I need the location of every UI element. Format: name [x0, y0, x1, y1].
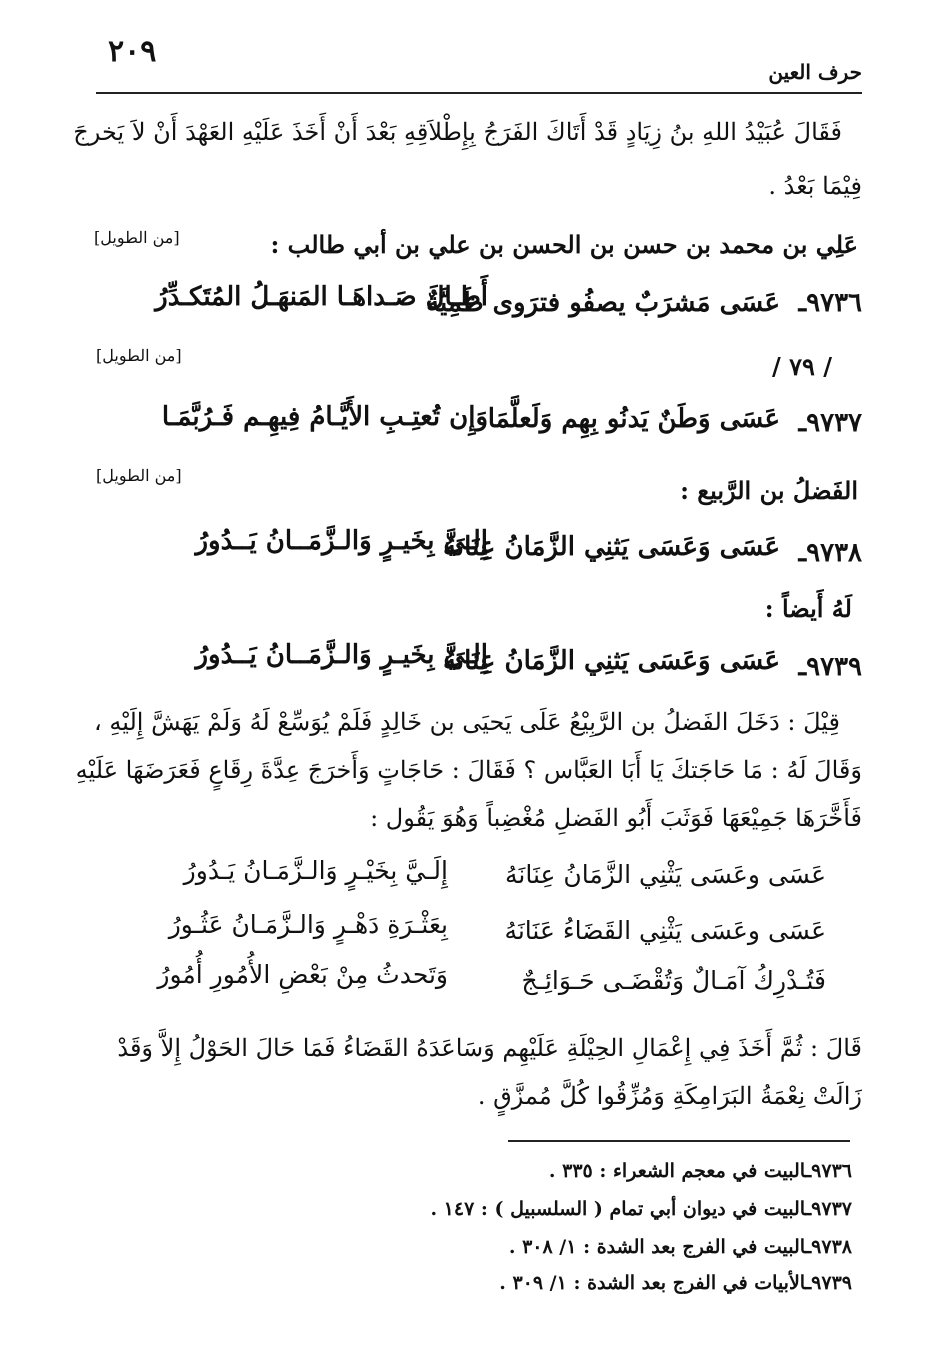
- poem-line-2-hemistich-2: بِعَثْـرَةِ دَهْـرٍ وَالـزَّمَـانُ عَثُـورُ: [168, 910, 448, 939]
- closing-line-1: قَالَ : ثُمَّ أَخَذَ فِي إِعْمَالِ الحِيْلَةِ عَلَيْهِم وَسَاعَدَهُ القَضَاءُ فَمَا حَالَ الحَوْلُ إِلاَّ وَقَدْ: [117, 1034, 862, 1062]
- footnote-number: ٩٧٣٩ـ: [805, 1272, 852, 1294]
- poem-line-3-hemistich-1: فَتُـدْرِكُ آمَـالٌ وَتُقْضَـى حَـوَائِـجٌ: [521, 966, 826, 995]
- footnote-separator: [508, 1140, 850, 1142]
- footnote-9737: [430, 1198, 852, 1220]
- header-rule: [96, 92, 862, 94]
- verse-number-9737: ٩٧٣٧ـ: [798, 408, 862, 438]
- story-line-2: وَقَالَ لَهُ : مَا حَاجَتكَ يَا أَبَا العَبَّاس ؟ فَقَالَ : حَاجَاتٍ وَأَخرَجَ عِدَّةَ رِقَاعٍ فَعَرَضَهَا عَلَيْهِ: [75, 756, 862, 784]
- poem-line-1-hemistich-2: إِلَـيَّ بِخَيْـرٍ وَالـزَّمَـانُ يَـدُورُ: [183, 856, 448, 885]
- footnote-text: البيت في الفرج بعد الشدة : ١/ ٣٠٨ .: [508, 1236, 806, 1258]
- source-page-ref: / ٧٩ /: [771, 352, 832, 381]
- intro-line-1: فَقَالَ عُبَيْدُ اللهِ بنُ زِيَادٍ قَدْ أَتَاكَ الفَرَجُ بِإِطْلاَقِهِ بَعْدَ أَنْ أَخَذَ عَلَيْهِ العَهْدَ أَنْ لاَ يَخرجَ: [73, 118, 842, 146]
- meter-label-3: [من الطويل]: [96, 466, 182, 485]
- verse-9736-hemistich-2: أَطـالَ صَـداهَـا المَنهَـلُ المُتَكـدِّرُ: [155, 282, 488, 312]
- footnote-text: الأبيات في الفرج بعد الشدة : ١/ ٣٠٩ .: [499, 1272, 806, 1294]
- poet-heading-1: عَلِي بن محمد بن حسن بن الحسن بن علي بن أبي طالب :: [270, 230, 858, 259]
- footnote-number: ٩٧٣٧ـ: [805, 1198, 852, 1220]
- verse-9737-hemistich-2: وَإِن تُعتِـبِ الأَيَّـامُ فِيهِـم فَـرُبَّمَـا: [161, 402, 488, 432]
- footnote-text: البيت في معجم الشعراء : ٣٣٥ .: [548, 1160, 806, 1182]
- verse-9737-hemistich-1: عَسَى وَطَنٌ يَدنُو بِهِم وَلَعلَّمَا: [487, 404, 780, 434]
- intro-line-2: فِيْمَا بَعْدُ .: [768, 172, 862, 200]
- verse-number-9736: ٩٧٣٦ـ: [798, 288, 862, 318]
- verse-9739-hemistich-2: إِلـيَّ بِخَيـرٍ وَالـزَّمَــانُ يَــدُورُ: [195, 640, 488, 670]
- running-header: حرف العين: [768, 60, 862, 84]
- poet-heading-2: الفَضلُ بن الرَّبيع :: [680, 476, 858, 505]
- poem-line-2-hemistich-1: عَسَى وعَسَى يَثْنِي القَضَاءُ عَنَانَهُ: [504, 916, 826, 945]
- closing-line-2: زَالَتْ نِعْمَةُ البَرَامِكَةِ وَمُزِّقُوا كُلَّ مُمزَّقٍ .: [477, 1082, 862, 1110]
- footnote-number: ٩٧٣٨ـ: [805, 1236, 852, 1258]
- footnote-number: ٩٧٣٦ـ: [805, 1160, 852, 1182]
- footnote-9738: [509, 1236, 852, 1258]
- meter-label-2: [من الطويل]: [96, 346, 182, 365]
- verse-number-9739: ٩٧٣٩ـ: [798, 652, 862, 682]
- poem-line-1-hemistich-1: عَسَى وعَسَى يَثْنِي الزَّمَانُ عِنَانَهُ: [504, 860, 826, 889]
- page-number: ٢٠٩: [108, 34, 157, 69]
- verse-number-9738: ٩٧٣٨ـ: [798, 538, 862, 568]
- also-by-him-heading: لَهُ أَيضاً :: [764, 594, 852, 623]
- story-line-3: فَأَخَّرَهَا جَمِيْعَهَا فَوَثَبَ أَبُو الفَضلِ مُغْضِباً وَهُوَ يَقُول :: [370, 804, 862, 832]
- story-line-1: قِيْلَ : دَخَلَ الفَضلُ بن الرَّبِيْعُ عَلَى يَحيَى بن خَالِدٍ فَلَمْ يُوَسِّعْ لَهُ وَلَمْ يَهَشَّ إِلَيْهِ ،: [94, 708, 840, 736]
- verse-9738-hemistich-2: إِلـيَّ بِخَيـرٍ وَالـزَّمَــانُ يَــدُورُ: [195, 526, 488, 556]
- verse-9738-hemistich-1: عَسَى وَعَسَى يَثنِي الزَّمَانُ عِنَانَهُ: [442, 532, 780, 562]
- meter-label-1: [من الطويل]: [94, 228, 180, 247]
- footnote-9736: [549, 1160, 852, 1182]
- footnote-text: البيت في ديوان أبي تمام ( السلسبيل ) : ١٤٧ .: [430, 1198, 806, 1220]
- verse-9736-hemistich-1: عَسَى مَشرَبٌ يصفُو فترَوى ظَمِيَّةٌ: [426, 288, 780, 318]
- footnote-9739: [499, 1272, 852, 1294]
- verse-9739-hemistich-1: عَسَى وَعَسَى يَثنِي الزَّمَانُ عِنَانَهُ: [442, 646, 780, 676]
- poem-line-3-hemistich-2: وَتَحدثُ مِنْ بَعْضِ الأُمُورِ أُمُورُ: [157, 960, 448, 989]
